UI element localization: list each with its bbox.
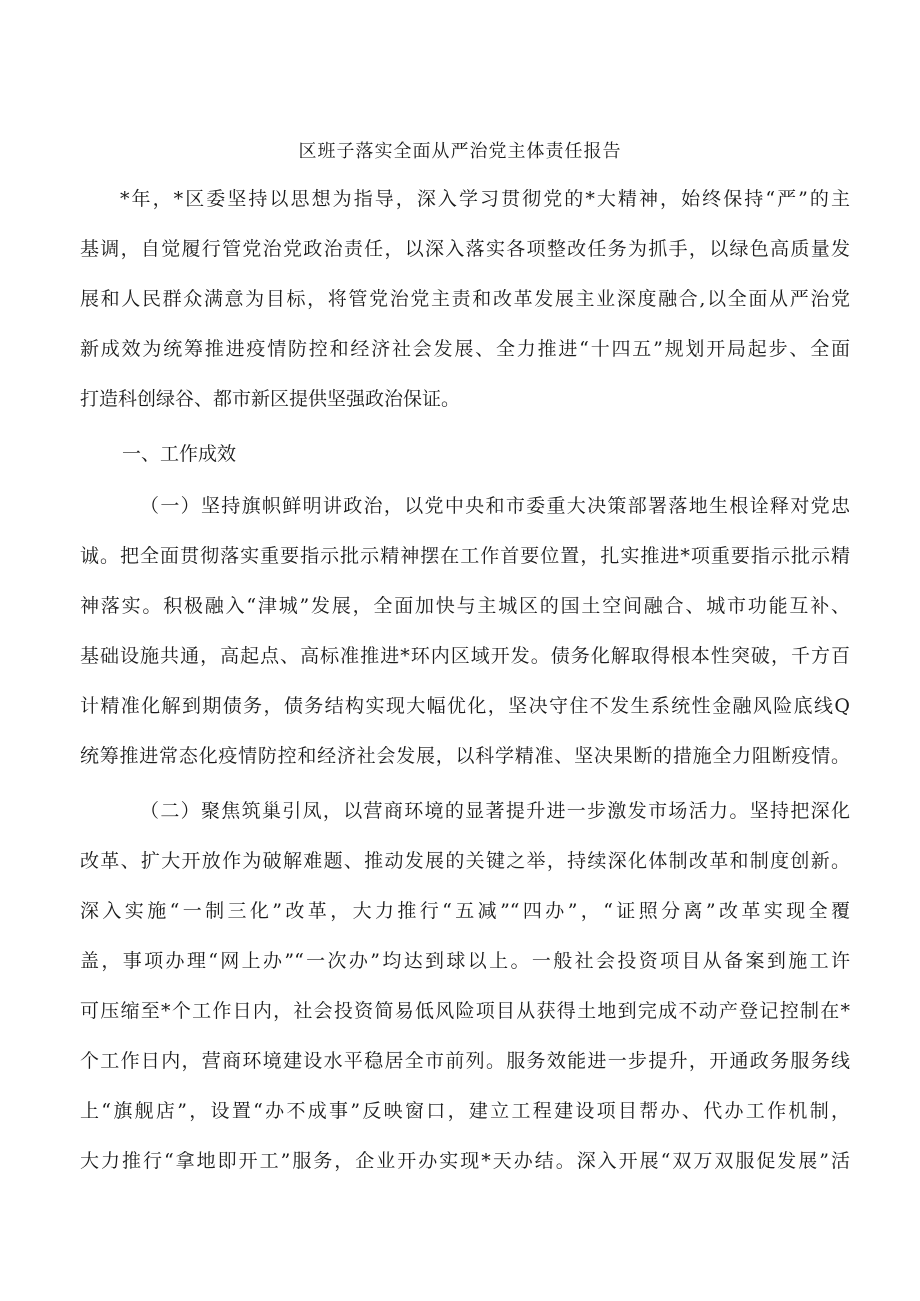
paragraph-line: 大力推行“拿地即开工”服务，企业开办实现*天办结。深入开展“双万双服促发展”活 [80, 1150, 850, 1172]
intro-line: 基调，自觉履行管党治党政治责任，以深入落实各项整改任务为抓手，以绿色高质量发 [80, 238, 850, 260]
paragraph-line: 诚。把全面贯彻落实重要指示批示精神摆在工作首要位置，扎实推进*项重要指示批示精 [80, 545, 850, 567]
paragraph-line: 深入实施“一制三化”改革，大力推行“五减”“四办”，“证照分离”改革实现全覆 [80, 900, 850, 922]
paragraph-line: 统筹推进常态化疫情防控和经济社会发展，以科学精准、坚决果断的措施全力阻断疫情。 [80, 745, 850, 767]
paragraph-line: 上“旗舰店”，设置“办不成事”反映窗口，建立工程建设项目帮办、代办工作机制， [80, 1100, 850, 1122]
intro-line: 新成效为统筹推进疫情防控和经济社会发展、全力推进“十四五”规划开局起步、全面 [80, 338, 850, 360]
intro-line: 展和人民群众满意为目标，将管党治党主责和改革发展主业深度融合,以全面从严治党 [80, 288, 850, 310]
paragraph-line: （二）聚焦筑巢引凤，以营商环境的显著提升进一步激发市场活力。坚持把深化 [140, 800, 850, 822]
paragraph-line: 改革、扩大开放作为破解难题、推动发展的关键之举，持续深化体制改革和制度创新。 [80, 850, 850, 872]
paragraph-line: 个工作日内，营商环境建设水平稳居全市前列。服务效能进一步提升，开通政务服务线 [80, 1050, 850, 1072]
document-title: 区班子落实全面从严治党主体责任报告 [298, 141, 622, 162]
intro-line: *年，*区委坚持以思想为指导，深入学习贯彻党的*大精神，始终保持“严”的主 [120, 188, 850, 210]
paragraph-line: 神落实。积极融入“津城”发展，全面加快与主城区的国土空间融合、城市功能互补、 [80, 595, 850, 617]
paragraph-line: 计精准化解到期债务，债务结构实现大幅优化，坚决守住不发生系统性金融风险底线Q [80, 695, 850, 717]
paragraph-line: 盖，事项办理“网上办”“一次办”均达到球以上。一般社会投资项目从备案到施工许 [80, 950, 850, 972]
section-heading: 一、工作成效 [122, 443, 237, 465]
paragraph-line: （一）坚持旗帜鲜明讲政治，以党中央和市委重大决策部署落地生根诠释对党忠 [140, 495, 850, 517]
paragraph-line: 基础设施共通，高起点、高标准推进*环内区域开发。债务化解取得根本性突破，千方百 [80, 645, 850, 667]
paragraph-line: 可压缩至*个工作日内，社会投资简易低风险项目从获得土地到完成不动产登记控制在* [80, 1000, 850, 1022]
intro-line: 打造科创绿谷、都市新区提供坚强政治保证。 [80, 388, 461, 410]
